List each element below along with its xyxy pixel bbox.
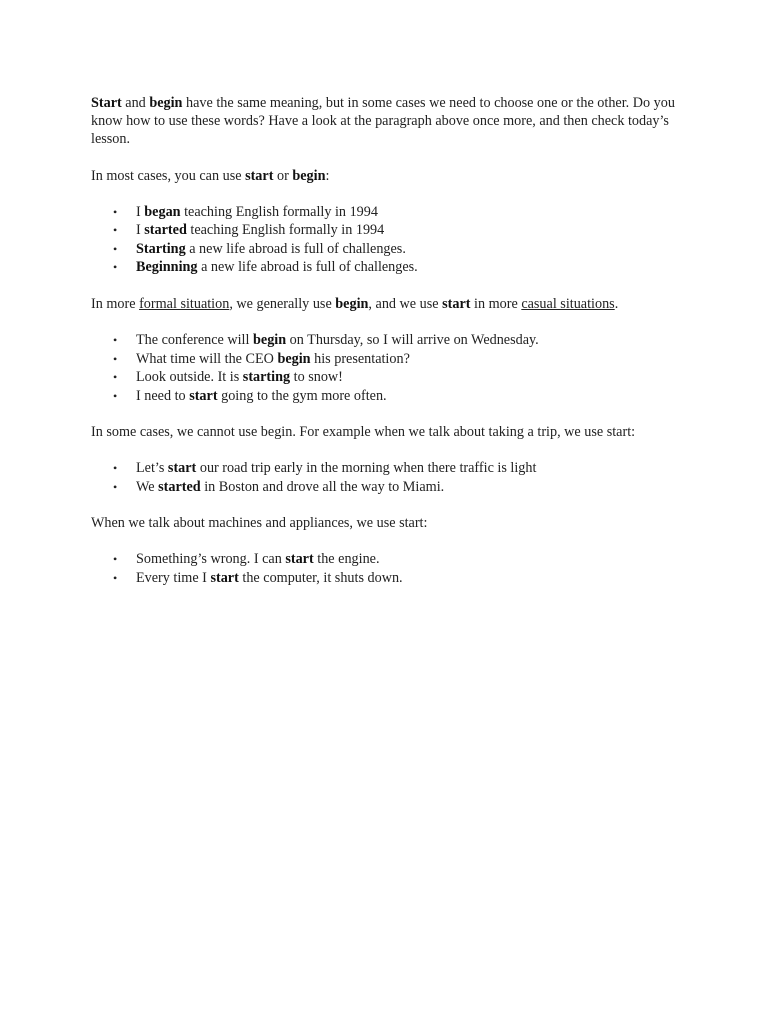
item-text-post: in Boston and drove all the way to Miami. — [200, 478, 445, 495]
bullet-icon: • — [113, 388, 118, 403]
section2-underline-casual: casual situations — [521, 295, 615, 312]
item-text-pre: Let’s — [136, 460, 168, 477]
item-text-pre: I — [136, 203, 145, 220]
item-text-bold: begin — [277, 350, 311, 367]
section1-or: or — [273, 167, 293, 184]
bullet-icon: • — [113, 223, 118, 238]
list-item — [91, 350, 681, 369]
item-text-pre: I need to — [136, 387, 190, 404]
intro-rest: have the same meaning, but in some cases we need to choose one or the other. Do you know how to use these words? Have a look at the paragraph above once more, and then check today’s lesson. — [91, 95, 675, 148]
section2-lead — [91, 295, 681, 313]
item-text-bold: start — [167, 460, 197, 477]
list-item — [91, 478, 681, 497]
section2-list — [91, 331, 681, 405]
section2-underline-formal: formal situation — [139, 295, 230, 312]
item-text-pre: Every time I — [136, 569, 211, 586]
item-text-pre: I — [136, 222, 145, 239]
item-text-post: a new life abroad is full of challenges. — [197, 259, 418, 276]
section1-bold-begin: begin — [292, 167, 326, 184]
document-page — [91, 94, 681, 605]
intro-and: and — [121, 95, 150, 111]
section2-mid2: , and we use — [368, 295, 443, 312]
bullet-icon: • — [113, 370, 118, 385]
item-text-post: on Thursday, so I will arrive on Wednesday. — [286, 332, 539, 349]
item-text-post: going to the gym more often. — [217, 387, 387, 404]
bullet-icon: • — [113, 570, 118, 585]
intro-begin-word: begin — [149, 95, 183, 111]
item-text-post: his presentation? — [310, 350, 410, 367]
item-text-bold: Beginning — [136, 259, 198, 276]
item-text-bold: start — [189, 387, 218, 404]
list-item — [91, 221, 681, 240]
section2-period: . — [614, 295, 619, 312]
item-text-post: the engine. — [313, 551, 380, 568]
item-text-post: the computer, it shuts down. — [238, 569, 403, 586]
section4-lead: When we talk about machines and appliances, we use start: — [91, 515, 428, 532]
list-item — [91, 331, 681, 350]
item-text-pre: We — [136, 478, 159, 495]
list-item — [91, 368, 681, 387]
section2-mid3: in more — [470, 295, 522, 312]
intro-start-word: Start — [91, 95, 122, 111]
bullet-icon: • — [113, 552, 118, 567]
bullet-icon: • — [113, 351, 118, 366]
item-text-bold: Starting — [136, 240, 186, 257]
list-item — [91, 550, 681, 569]
item-text-post: our road trip early in the morning when there traffic is light — [196, 460, 537, 477]
section3-list — [91, 459, 681, 496]
item-text-bold: started — [158, 478, 201, 495]
item-text-bold: began — [144, 203, 181, 220]
section1-bold-start: start — [245, 167, 274, 184]
section1-lead-text: In most cases, you can use — [91, 167, 246, 184]
section1-colon: : — [325, 167, 330, 184]
item-text-post: teaching English formally in 1994 — [186, 222, 385, 239]
list-item — [91, 569, 681, 588]
item-text-bold: start — [210, 569, 239, 586]
list-item — [91, 258, 681, 277]
list-item — [91, 240, 681, 259]
item-text-post: teaching English formally in 1994 — [180, 203, 378, 220]
item-text-post: a new life abroad is full of challenges. — [185, 240, 406, 257]
item-text-bold: starting — [242, 369, 291, 386]
bullet-icon: • — [113, 333, 118, 348]
bullet-icon: • — [113, 241, 118, 256]
bullet-icon: • — [113, 204, 118, 219]
section1-lead — [91, 167, 681, 185]
section2-bold-start: start — [442, 295, 471, 312]
bullet-icon: • — [113, 260, 118, 275]
section1-list — [91, 203, 681, 277]
intro-paragraph — [91, 94, 681, 149]
item-text-bold: started — [144, 222, 187, 239]
list-item — [91, 459, 681, 478]
list-item — [91, 203, 681, 222]
list-item — [91, 387, 681, 406]
item-text-post: to snow! — [290, 369, 343, 386]
section2-mid1: , we generally use — [229, 295, 336, 312]
item-text-bold: start — [285, 551, 314, 568]
item-text-pre: What time will the CEO — [136, 350, 278, 367]
section3-lead: In some cases, we cannot use begin. For example when we talk about taking a trip, we use start: — [91, 424, 636, 441]
bullet-icon: • — [113, 461, 118, 476]
item-text-pre: The conference will — [136, 332, 253, 349]
item-text-pre: Look outside. It is — [136, 369, 243, 386]
section4-list — [91, 550, 681, 587]
bullet-icon: • — [113, 479, 118, 494]
item-text-bold: begin — [253, 332, 287, 349]
section2-lead-text: In more — [91, 295, 140, 312]
item-text-pre: Something’s wrong. I can — [136, 551, 286, 568]
section2-bold-begin: begin — [335, 295, 369, 312]
